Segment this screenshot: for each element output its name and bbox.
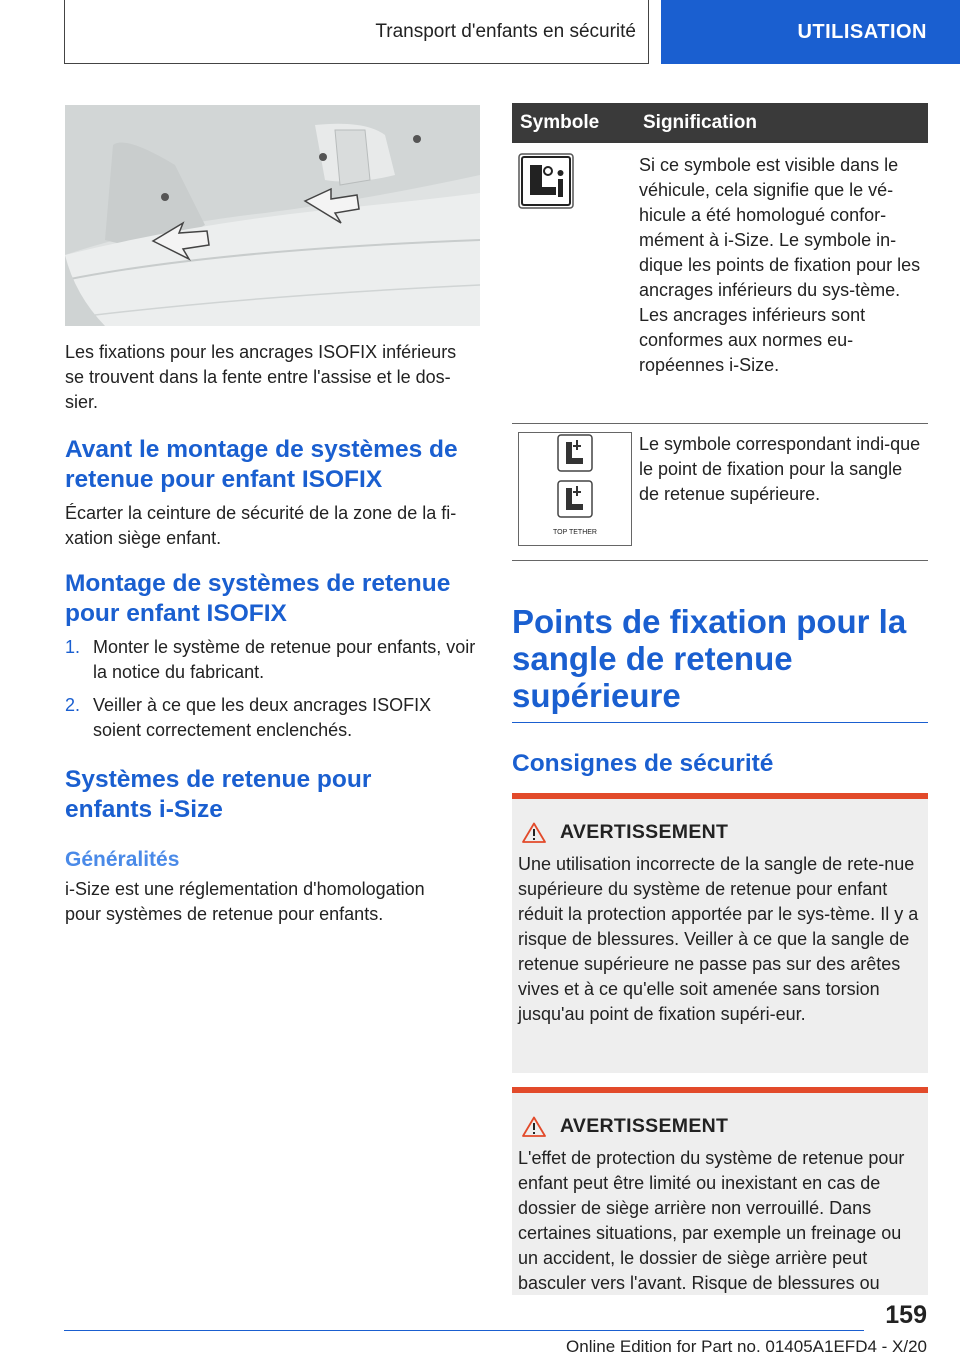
step-text: Monter le système de retenue pour enfants, voir la notice du fabricant.: [93, 637, 476, 682]
warning-title-text: AVERTISSEMENT: [560, 821, 729, 843]
table-cell-text: Le symbole correspondant indi-que le point de fixation pour la sangle de retenue supérieure.: [635, 424, 928, 561]
warning-triangle-icon: [522, 1116, 546, 1137]
warning-title: [518, 821, 922, 844]
heading-mounting-isofix: Montage de systèmes de retenue pour enfant ISOFIX: [65, 570, 451, 627]
footer-edition: Online Edition for Part no. 01405A1EFD4 - X/20: [566, 1337, 927, 1356]
step-number: 2.: [65, 695, 81, 715]
paragraph-before-mounting: Écarter la ceinture de sécurité de la zone de la fi-xation siège enfant.: [65, 503, 457, 548]
warning-box: [512, 793, 928, 1073]
warning-title: [518, 1115, 922, 1138]
header-chapter-tab[interactable]: [661, 0, 960, 64]
section-title: Transport d'enfants en sécurité: [375, 20, 636, 42]
footer-divider: [64, 1330, 864, 1331]
isofix-seat-photo: [65, 105, 480, 326]
heading-safety-instructions: Consignes de sécurité: [512, 750, 774, 777]
heading-isize-systems: Systèmes de retenue pour enfants i-Size: [65, 766, 372, 823]
warning-title-text: AVERTISSEMENT: [560, 1115, 729, 1137]
chapter-title: UTILISATION: [797, 20, 927, 43]
warning-box: [512, 1087, 928, 1295]
right-column: [512, 103, 928, 1295]
step-number: 1.: [65, 637, 81, 657]
left-column: [65, 105, 480, 927]
i-size-seat-icon: [518, 153, 574, 209]
photo-caption: Les fixations pour les ancrages ISOFIX inférieurs se trouvent dans la fente entre l'assise et le dos-sier.: [65, 342, 457, 412]
table-cell-text: Si ce symbole est visible dans le véhicule, cela signifie que le vé-hicule a été homologué confor-mément à i-Size. Le symbole in-dique les points de fixation pour les ancrages inférieurs du sys-tème. Les ancrages inférieurs sont conformes aux normes eu-ropéennes i-Size.: [635, 143, 928, 424]
table-header-meaning: Signification: [635, 103, 928, 143]
warning-text: L'effet de protection du système de retenue pour enfant peut être limité ou inexistant en cas de dossier de siège arrière non verrouillé. Dans certaines situations, par exemple un freinage ou un accident, le dossier de siège arrière peut basculer vers l'avant. Risque de blessures ou: [518, 1148, 905, 1293]
table-header-symbol: Symbole: [512, 103, 635, 143]
warning-triangle-icon: [522, 822, 546, 843]
table-row: [512, 143, 928, 424]
heading-before-mounting: Avant le montage de systèmes de retenue pour enfant ISOFIX: [65, 436, 458, 493]
tether-anchor-icon: [557, 434, 593, 472]
header-section-title: [64, 0, 649, 64]
page-number: 159: [885, 1301, 927, 1329]
top-tether-label: TOP TETHER: [553, 528, 597, 536]
step-text: Veiller à ce que les deux ancrages ISOFIX soient correctement enclenchés.: [93, 695, 432, 740]
list-item: [65, 635, 480, 685]
table-row: [512, 424, 928, 561]
symbol-table: [512, 103, 928, 561]
mounting-steps-list: [65, 635, 480, 743]
warning-text: Une utilisation incorrecte de la sangle de rete-nue supérieure du système de retenue pour enfant réduit la protection apportée par le sys-tème. Il y a risque de blessures. Veiller à ce que la sangle de retenue supérieure ne passe pas sur des arêtes vives et à ce qu'elle soit amenée sans torsion jusqu'au point de fixation supéri-eur.: [518, 854, 919, 1024]
tether-anchor-icon: [557, 480, 593, 518]
paragraph-general: i-Size est une réglementation d'homologation pour systèmes de retenue pour enfants.: [65, 879, 425, 924]
heading-general: Généralités: [65, 848, 180, 871]
list-item: [65, 693, 480, 743]
section-title-tether-points: Points de fixation pour la sangle de retenue supérieure: [512, 603, 907, 714]
top-tether-icon: [518, 432, 632, 546]
